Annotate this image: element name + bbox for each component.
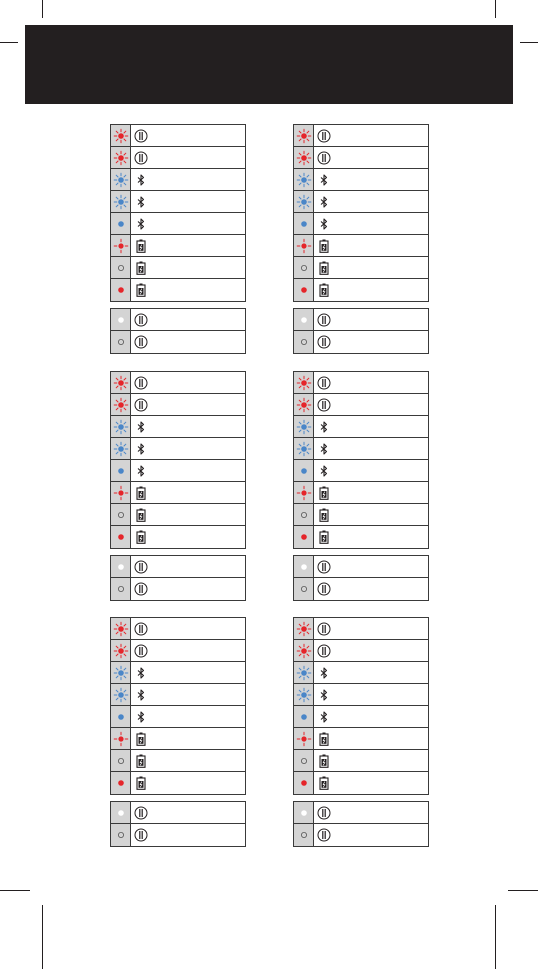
led-blue-flash-icon xyxy=(111,684,131,705)
bluetooth-icon xyxy=(131,706,151,727)
table-row xyxy=(111,772,245,794)
description-cell xyxy=(151,684,245,705)
description-cell xyxy=(334,706,428,727)
led-red-flash-icon xyxy=(294,147,314,168)
description-cell xyxy=(334,147,428,168)
description-cell xyxy=(334,556,428,577)
description-cell xyxy=(334,750,428,771)
table-row xyxy=(111,802,245,824)
table-row xyxy=(294,504,428,526)
led-white-solid-icon xyxy=(294,309,314,330)
table-row xyxy=(111,662,245,684)
led-red-flash-icon xyxy=(111,618,131,639)
description-cell xyxy=(151,169,245,190)
battery-icon xyxy=(314,526,334,548)
battery-icon xyxy=(131,257,151,278)
table-row xyxy=(294,213,428,235)
description-cell xyxy=(334,191,428,212)
power-icon xyxy=(314,394,334,415)
description-cell xyxy=(151,213,245,234)
table-row xyxy=(111,169,245,191)
power-icon xyxy=(131,824,151,846)
description-cell xyxy=(151,147,245,168)
table-row xyxy=(111,416,245,438)
led-red-solid-icon xyxy=(294,772,314,794)
main-status-table xyxy=(293,124,429,302)
table-row xyxy=(111,235,245,257)
led-blue-flash-icon xyxy=(294,662,314,683)
table-row xyxy=(111,706,245,728)
led-blue-flash-icon xyxy=(294,191,314,212)
bluetooth-icon xyxy=(131,191,151,212)
table-row xyxy=(111,309,245,331)
power-icon xyxy=(131,556,151,577)
table-row xyxy=(294,728,428,750)
table-row xyxy=(111,394,245,416)
description-cell xyxy=(334,372,428,393)
main-status-table xyxy=(293,617,429,795)
bluetooth-icon xyxy=(314,416,334,437)
led-blue-flash-icon xyxy=(294,684,314,705)
battery-icon xyxy=(131,750,151,771)
led-red-flash-icon xyxy=(294,372,314,393)
table-row xyxy=(294,460,428,482)
table-row xyxy=(294,640,428,662)
battery-icon xyxy=(131,526,151,548)
battery-icon xyxy=(131,728,151,749)
led-white-solid-icon xyxy=(294,556,314,577)
table-row xyxy=(294,169,428,191)
sub-status-table xyxy=(110,801,246,847)
header-band xyxy=(25,25,513,104)
description-cell xyxy=(334,235,428,256)
bluetooth-icon xyxy=(131,684,151,705)
description-cell xyxy=(334,526,428,548)
led-white-solid-icon xyxy=(111,556,131,577)
led-red-solid-icon xyxy=(111,772,131,794)
led-red-flash-small-icon xyxy=(294,235,314,256)
description-cell xyxy=(151,460,245,481)
description-cell xyxy=(334,331,428,353)
description-cell xyxy=(334,460,428,481)
led-blue-solid-icon xyxy=(111,706,131,727)
led-red-flash-small-icon xyxy=(294,728,314,749)
battery-icon xyxy=(131,482,151,503)
description-cell xyxy=(151,257,245,278)
bluetooth-icon xyxy=(131,416,151,437)
led-off-icon xyxy=(294,578,314,600)
description-cell xyxy=(334,802,428,823)
led-off-icon xyxy=(111,504,131,525)
battery-icon xyxy=(314,728,334,749)
table-row xyxy=(294,802,428,824)
battery-icon xyxy=(314,279,334,301)
power-icon xyxy=(314,125,334,146)
led-off-icon xyxy=(294,331,314,353)
description-cell xyxy=(334,824,428,846)
led-red-flash-icon xyxy=(294,394,314,415)
led-red-solid-icon xyxy=(111,526,131,548)
led-blue-solid-icon xyxy=(294,460,314,481)
table-row xyxy=(294,279,428,301)
table-row xyxy=(294,394,428,416)
description-cell xyxy=(334,309,428,330)
led-red-flash-icon xyxy=(111,147,131,168)
description-cell xyxy=(334,169,428,190)
battery-icon xyxy=(314,257,334,278)
description-cell xyxy=(151,772,245,794)
table-row xyxy=(294,578,428,600)
led-red-flash-icon xyxy=(294,640,314,661)
led-off-icon xyxy=(294,824,314,846)
table-row xyxy=(111,125,245,147)
power-icon xyxy=(314,618,334,639)
led-red-flash-icon xyxy=(111,372,131,393)
led-blue-solid-icon xyxy=(111,213,131,234)
table-row xyxy=(294,191,428,213)
description-cell xyxy=(334,416,428,437)
led-blue-flash-icon xyxy=(111,169,131,190)
description-cell xyxy=(334,618,428,639)
led-red-solid-icon xyxy=(111,279,131,301)
table-row xyxy=(294,125,428,147)
table-row xyxy=(111,460,245,482)
description-cell xyxy=(151,482,245,503)
led-blue-solid-icon xyxy=(294,706,314,727)
description-cell xyxy=(151,802,245,823)
crop-mark xyxy=(0,890,30,891)
battery-icon xyxy=(314,772,334,794)
bluetooth-icon xyxy=(314,213,334,234)
table-row xyxy=(111,438,245,460)
power-icon xyxy=(131,125,151,146)
description-cell xyxy=(334,125,428,146)
table-row xyxy=(294,750,428,772)
power-icon xyxy=(314,802,334,823)
description-cell xyxy=(151,309,245,330)
led-red-flash-small-icon xyxy=(111,235,131,256)
main-status-table xyxy=(110,371,246,549)
power-icon xyxy=(131,618,151,639)
battery-icon xyxy=(314,504,334,525)
battery-icon xyxy=(131,235,151,256)
bluetooth-icon xyxy=(314,438,334,459)
main-status-table xyxy=(110,617,246,795)
led-red-flash-icon xyxy=(294,618,314,639)
power-icon xyxy=(314,309,334,330)
crop-mark xyxy=(0,42,18,43)
led-red-solid-icon xyxy=(294,279,314,301)
power-icon xyxy=(314,578,334,600)
description-cell xyxy=(334,662,428,683)
battery-icon xyxy=(131,279,151,301)
led-off-icon xyxy=(111,578,131,600)
bluetooth-icon xyxy=(131,438,151,459)
bluetooth-icon xyxy=(314,662,334,683)
table-row xyxy=(111,684,245,706)
power-icon xyxy=(131,802,151,823)
sub-status-table xyxy=(293,555,429,601)
table-row xyxy=(111,504,245,526)
battery-icon xyxy=(131,772,151,794)
led-red-flash-icon xyxy=(111,640,131,661)
description-cell xyxy=(151,416,245,437)
description-cell xyxy=(151,526,245,548)
power-icon xyxy=(314,556,334,577)
led-blue-flash-icon xyxy=(111,416,131,437)
led-blue-flash-icon xyxy=(294,416,314,437)
power-icon xyxy=(131,147,151,168)
description-cell xyxy=(334,279,428,301)
table-row xyxy=(111,728,245,750)
led-blue-flash-icon xyxy=(294,438,314,459)
description-cell xyxy=(151,372,245,393)
sub-status-table xyxy=(110,555,246,601)
table-row xyxy=(111,618,245,640)
led-blue-flash-icon xyxy=(111,662,131,683)
bluetooth-icon xyxy=(131,213,151,234)
description-cell xyxy=(334,257,428,278)
led-off-icon xyxy=(294,257,314,278)
description-cell xyxy=(151,279,245,301)
description-cell xyxy=(334,438,428,459)
led-white-solid-icon xyxy=(111,309,131,330)
description-cell xyxy=(334,213,428,234)
description-cell xyxy=(151,728,245,749)
bluetooth-icon xyxy=(314,706,334,727)
bluetooth-icon xyxy=(131,169,151,190)
bluetooth-icon xyxy=(314,460,334,481)
led-red-flash-small-icon xyxy=(111,482,131,503)
power-icon xyxy=(131,640,151,661)
led-red-flash-icon xyxy=(111,125,131,146)
description-cell xyxy=(151,331,245,353)
led-red-flash-icon xyxy=(294,125,314,146)
bluetooth-icon xyxy=(314,191,334,212)
led-off-icon xyxy=(111,257,131,278)
table-row xyxy=(294,372,428,394)
led-blue-solid-icon xyxy=(111,460,131,481)
description-cell xyxy=(334,772,428,794)
power-icon xyxy=(131,372,151,393)
bluetooth-icon xyxy=(131,460,151,481)
bluetooth-icon xyxy=(314,169,334,190)
table-row xyxy=(111,824,245,846)
table-row xyxy=(111,578,245,600)
table-row xyxy=(111,279,245,301)
battery-icon xyxy=(314,235,334,256)
power-icon xyxy=(131,331,151,353)
battery-icon xyxy=(131,504,151,525)
crop-mark xyxy=(508,890,538,891)
table-row xyxy=(294,824,428,846)
main-status-table xyxy=(110,124,246,302)
description-cell xyxy=(151,824,245,846)
power-icon xyxy=(314,331,334,353)
description-cell xyxy=(151,750,245,771)
description-cell xyxy=(334,578,428,600)
table-row xyxy=(294,556,428,578)
led-blue-flash-icon xyxy=(111,438,131,459)
table-row xyxy=(111,556,245,578)
led-blue-solid-icon xyxy=(294,213,314,234)
sub-status-table xyxy=(293,308,429,354)
power-icon xyxy=(131,394,151,415)
main-status-table xyxy=(293,371,429,549)
sub-status-table xyxy=(293,801,429,847)
power-icon xyxy=(314,147,334,168)
description-cell xyxy=(334,684,428,705)
power-icon xyxy=(314,824,334,846)
description-cell xyxy=(151,706,245,727)
table-row xyxy=(294,706,428,728)
description-cell xyxy=(151,504,245,525)
crop-mark xyxy=(520,42,538,43)
description-cell xyxy=(151,640,245,661)
table-row xyxy=(294,147,428,169)
bluetooth-icon xyxy=(314,684,334,705)
battery-icon xyxy=(314,482,334,503)
table-row xyxy=(294,235,428,257)
table-row xyxy=(294,618,428,640)
description-cell xyxy=(334,504,428,525)
crop-mark xyxy=(495,0,496,18)
led-red-flash-icon xyxy=(111,394,131,415)
crop-mark xyxy=(42,0,43,18)
led-red-flash-small-icon xyxy=(111,728,131,749)
led-white-solid-icon xyxy=(111,802,131,823)
table-row xyxy=(111,482,245,504)
table-row xyxy=(111,750,245,772)
description-cell xyxy=(151,235,245,256)
table-row xyxy=(294,257,428,279)
description-cell xyxy=(151,191,245,212)
table-row xyxy=(294,772,428,794)
table-row xyxy=(294,526,428,548)
table-row xyxy=(294,438,428,460)
table-row xyxy=(111,372,245,394)
description-cell xyxy=(334,728,428,749)
power-icon xyxy=(314,372,334,393)
description-cell xyxy=(151,556,245,577)
power-icon xyxy=(314,640,334,661)
led-red-solid-icon xyxy=(294,526,314,548)
power-icon xyxy=(131,309,151,330)
led-off-icon xyxy=(111,331,131,353)
description-cell xyxy=(151,618,245,639)
table-row xyxy=(111,147,245,169)
led-blue-flash-icon xyxy=(294,169,314,190)
sub-status-table xyxy=(110,308,246,354)
table-row xyxy=(111,331,245,353)
power-icon xyxy=(131,578,151,600)
description-cell xyxy=(151,578,245,600)
description-cell xyxy=(334,482,428,503)
bluetooth-icon xyxy=(131,662,151,683)
table-row xyxy=(294,684,428,706)
led-off-icon xyxy=(111,824,131,846)
table-row xyxy=(294,309,428,331)
description-cell xyxy=(334,640,428,661)
description-cell xyxy=(151,438,245,459)
table-row xyxy=(294,331,428,353)
description-cell xyxy=(334,394,428,415)
crop-mark xyxy=(42,905,43,969)
crop-mark xyxy=(495,905,496,969)
led-red-flash-small-icon xyxy=(294,482,314,503)
description-cell xyxy=(151,125,245,146)
led-white-solid-icon xyxy=(294,802,314,823)
table-row xyxy=(111,191,245,213)
table-row xyxy=(294,482,428,504)
table-row xyxy=(111,640,245,662)
table-row xyxy=(111,213,245,235)
led-off-icon xyxy=(111,750,131,771)
table-row xyxy=(294,662,428,684)
table-row xyxy=(111,257,245,279)
led-off-icon xyxy=(294,750,314,771)
table-row xyxy=(111,526,245,548)
description-cell xyxy=(151,662,245,683)
battery-icon xyxy=(314,750,334,771)
table-row xyxy=(294,416,428,438)
led-off-icon xyxy=(294,504,314,525)
led-blue-flash-icon xyxy=(111,191,131,212)
description-cell xyxy=(151,394,245,415)
